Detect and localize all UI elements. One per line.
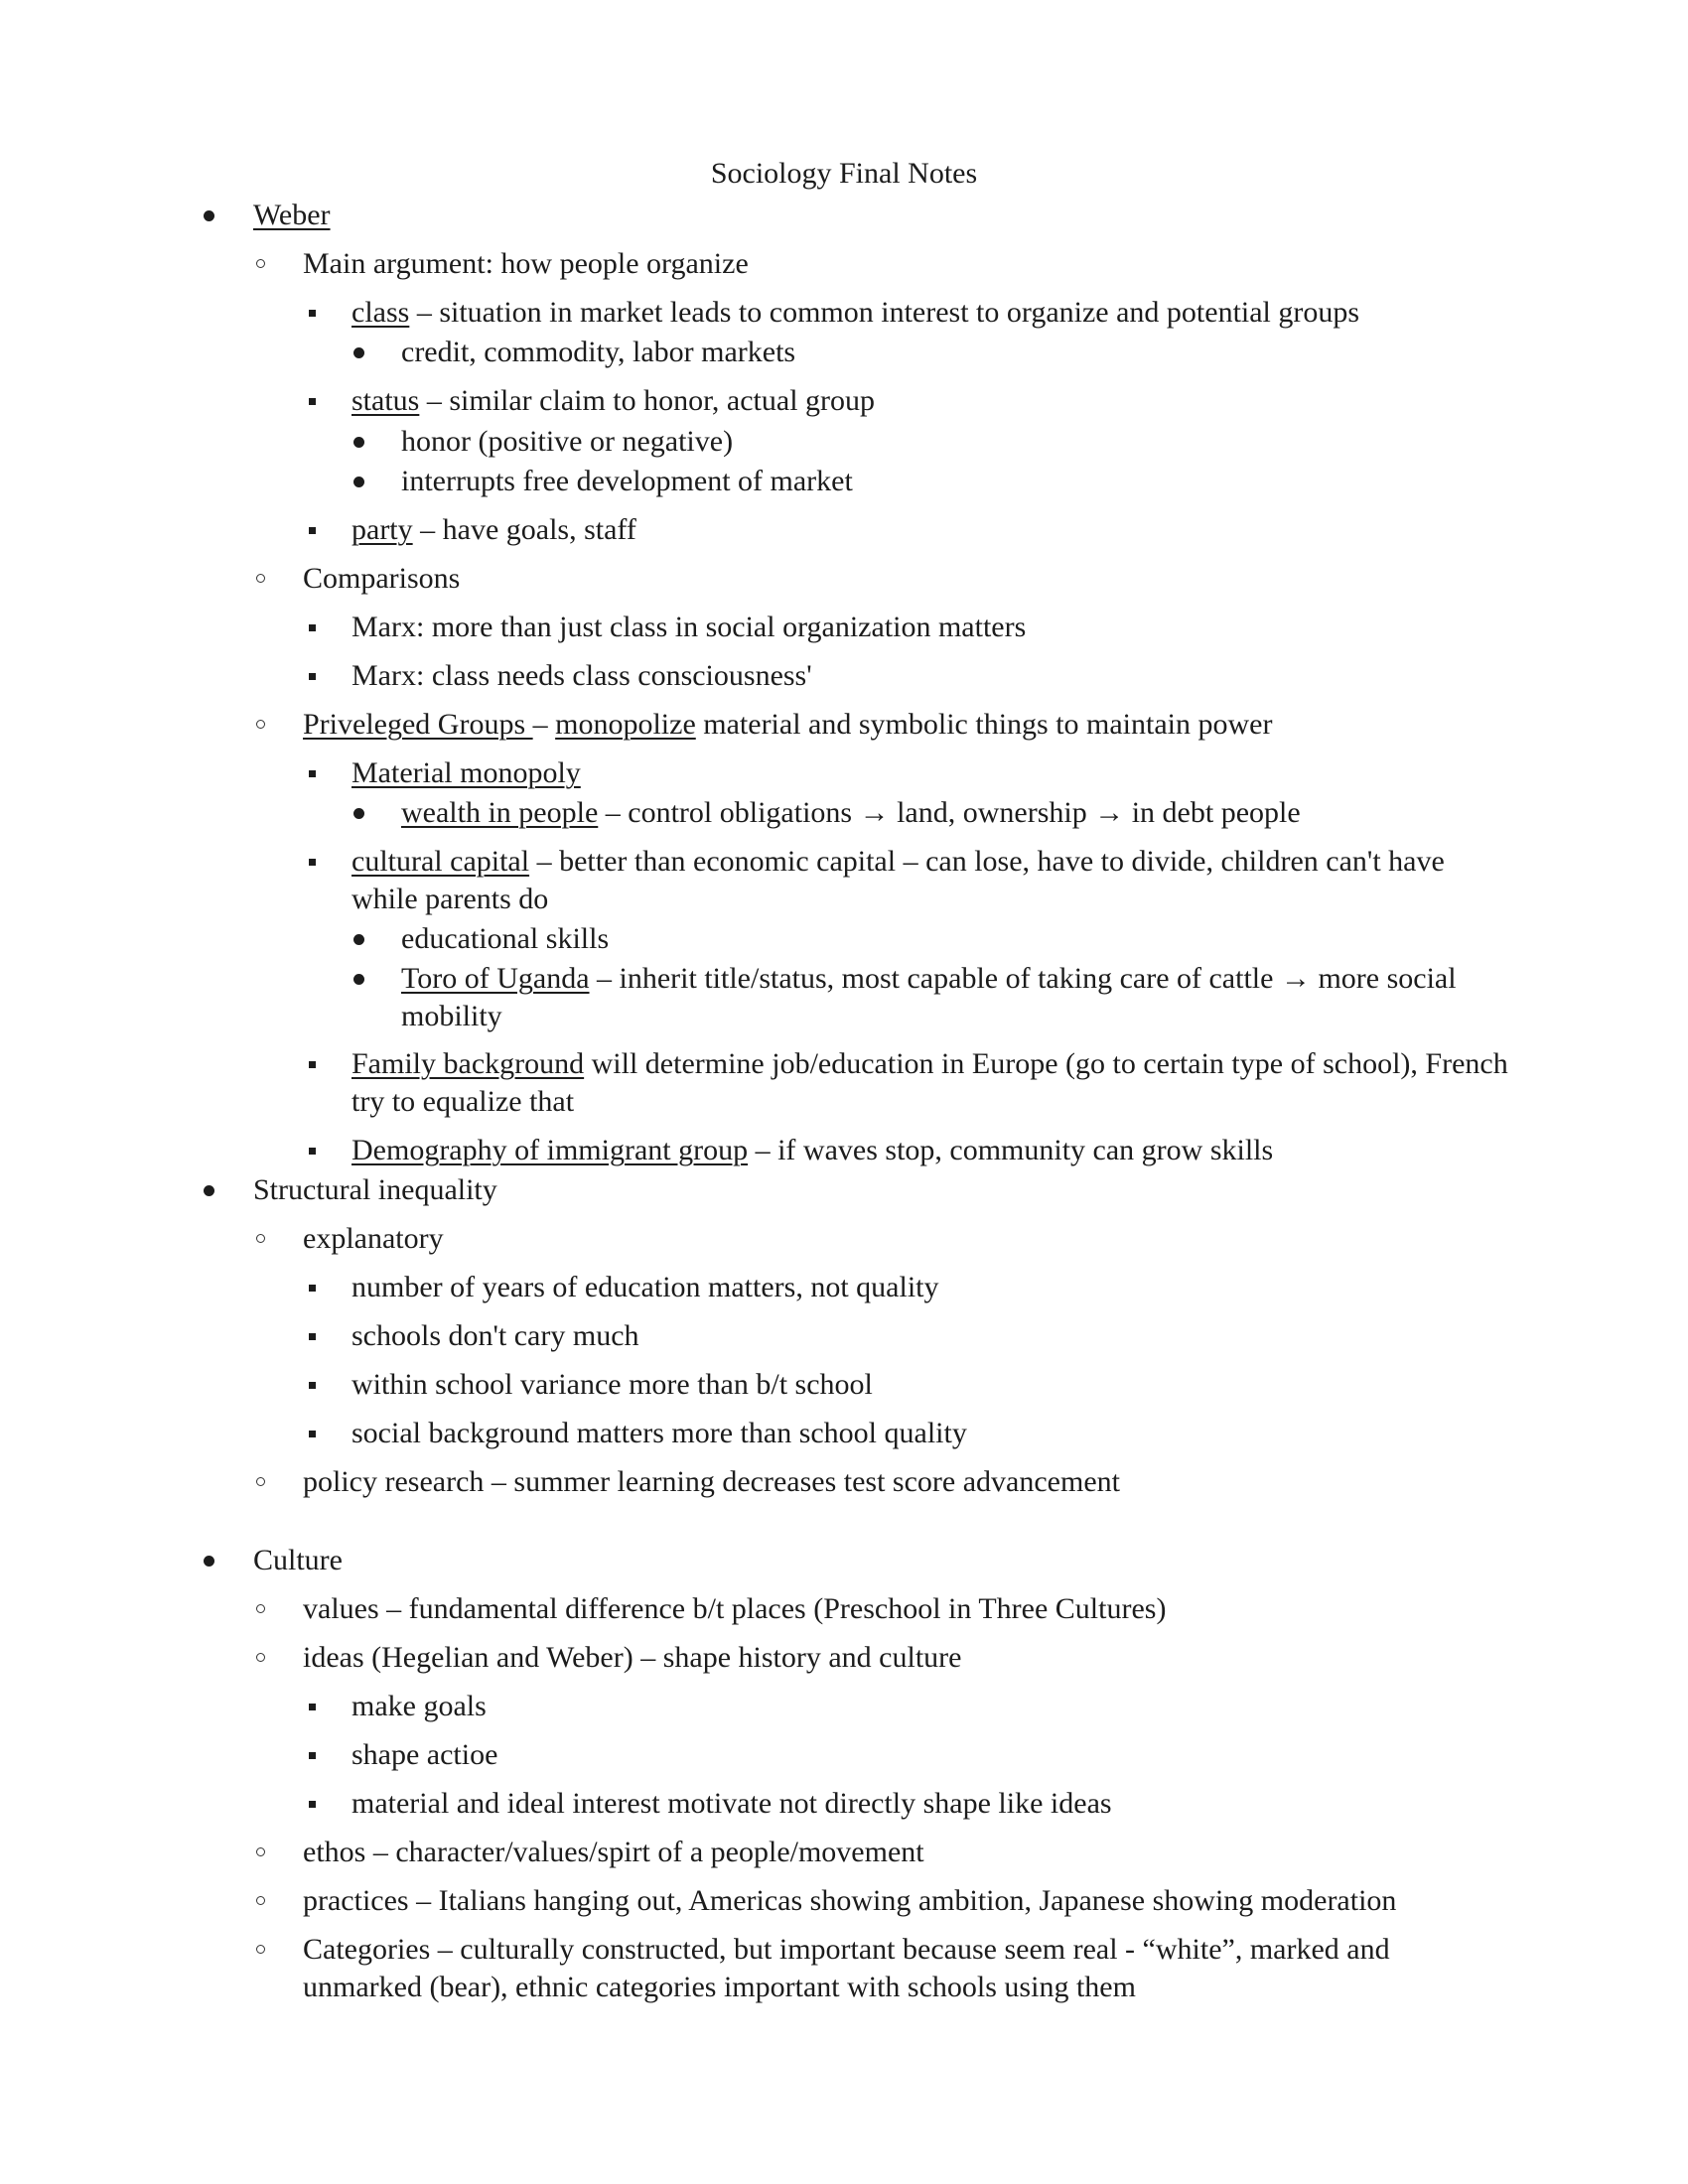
bullet-square-icon (309, 673, 316, 680)
bullet-disc-icon (353, 437, 364, 448)
outline-item-level-3 (352, 1045, 1509, 1121)
outline-item-level-3 (352, 754, 581, 792)
outline-item-level-4 (401, 334, 795, 371)
bullet-disc-icon (204, 210, 214, 221)
outline-item-level-3 (352, 1785, 1112, 1823)
item-text: shape actioe (352, 1738, 498, 1771)
outline-item-level-1 (253, 1171, 497, 1209)
outline-item-level-2 (303, 1463, 1120, 1501)
bullet-circle-icon (256, 720, 265, 729)
item-text: Comparisons (303, 562, 461, 595)
outline-item-level-4 (401, 794, 1301, 832)
item-text: – better than economic capital – can lose, have to divide, children can't have while parents do (352, 845, 1445, 915)
bullet-square-icon (309, 1061, 316, 1068)
item-text: ethos – character/values/spirt of a people/movement (303, 1836, 924, 1868)
bullet-square-icon (309, 1431, 316, 1437)
bullet-circle-icon (256, 1896, 265, 1905)
item-text: Main argument: how people organize (303, 247, 749, 280)
outline-item-level-1 (253, 1542, 343, 1579)
bullet-square-icon (309, 1148, 316, 1155)
outline-item-level-3 (352, 609, 1026, 646)
item-text: – similar claim to honor, actual group (419, 384, 876, 417)
bullet-circle-icon (256, 1847, 265, 1856)
bullet-circle-icon (256, 1477, 265, 1486)
outline-item-level-3 (352, 1688, 487, 1725)
bullet-circle-icon (256, 1653, 265, 1662)
outline-item-level-2 (303, 1931, 1509, 2006)
outline-item-level-2 (303, 1639, 961, 1677)
bullet-circle-icon (256, 1604, 265, 1613)
outline-item-level-3 (352, 1317, 639, 1355)
item-text: Marx: class needs class consciousness' (352, 659, 812, 692)
item-text: policy research – summer learning decreases test score advancement (303, 1465, 1120, 1498)
outline-item-level-2 (303, 245, 749, 283)
underlined-term: party (352, 513, 413, 546)
bullet-square-icon (309, 1752, 316, 1759)
item-text: practices – Italians hanging out, Americas showing ambition, Japanese showing moderation (303, 1884, 1397, 1917)
item-text: – have goals, staff (412, 513, 636, 546)
outline-item-level-4 (401, 960, 1509, 1035)
bullet-square-icon (309, 1801, 316, 1808)
outline-item-level-3 (352, 1269, 939, 1306)
outline-item-level-2 (303, 1882, 1396, 1920)
underlined-term: Weber (253, 199, 331, 231)
outline-item-level-3 (352, 843, 1509, 918)
bullet-circle-icon (256, 1945, 265, 1954)
outline-item-level-2 (303, 1834, 924, 1871)
underlined-term: wealth in people (401, 796, 599, 829)
outline-item-level-2 (303, 1590, 1166, 1628)
item-text: – control obligations → land, ownership → in debt people (598, 796, 1301, 829)
underlined-term: Family background (352, 1047, 585, 1080)
bullet-disc-icon (353, 934, 364, 945)
bullet-square-icon (309, 527, 316, 534)
bullet-square-icon (309, 1333, 316, 1340)
item-text: schools don't cary much (352, 1319, 639, 1352)
bullet-square-icon (309, 1285, 316, 1292)
item-text: Marx: more than just class in social organization matters (352, 611, 1027, 643)
bullet-square-icon (309, 1704, 316, 1710)
bullet-square-icon (309, 770, 316, 777)
item-text: material and symbolic things to maintain power (695, 708, 1273, 741)
underlined-term: monopolize (555, 708, 696, 741)
outline-item-level-2 (303, 560, 460, 598)
underlined-term: cultural capital (352, 845, 530, 878)
item-text: – if waves stop, community can grow skills (748, 1134, 1274, 1166)
bullet-square-icon (309, 859, 316, 866)
bullet-square-icon (309, 624, 316, 631)
outline-item-level-3 (352, 657, 812, 695)
item-text: number of years of education matters, not quality (352, 1271, 939, 1303)
bullet-disc-icon (204, 1556, 214, 1567)
bullet-circle-icon (256, 1234, 265, 1243)
item-text: – (532, 708, 556, 741)
item-text: social background matters more than school quality (352, 1417, 967, 1449)
bullet-disc-icon (353, 808, 364, 819)
bullet-disc-icon (353, 477, 364, 487)
bullet-square-icon (309, 1382, 316, 1389)
item-text: will determine job/education in Europe (go to certain type of school), French try to equalize that (352, 1047, 1508, 1118)
item-text: Culture (253, 1544, 343, 1576)
item-text: material and ideal interest motivate not directly shape like ideas (352, 1787, 1112, 1820)
outline-item-level-1 (253, 197, 331, 234)
underlined-term: Priveleged Groups (303, 708, 533, 741)
underlined-term: status (352, 384, 420, 417)
bullet-disc-icon (204, 1185, 214, 1196)
item-text: credit, commodity, labor markets (401, 336, 796, 368)
item-text: Structural inequality (253, 1173, 497, 1206)
bullet-disc-icon (353, 347, 364, 358)
item-text: honor (positive or negative) (401, 425, 734, 458)
bullet-square-icon (309, 310, 316, 317)
item-text: ideas (Hegelian and Weber) – shape history and culture (303, 1641, 962, 1674)
underlined-term: Demography of immigrant group (352, 1134, 749, 1166)
item-text: Categories – culturally constructed, but important because seem real - “white”, marked and unmarked (bear), ethnic categories important with schools using them (303, 1933, 1390, 2003)
item-text: educational skills (401, 922, 610, 955)
outline-item-level-4 (401, 463, 853, 500)
outline-item-level-3 (352, 382, 875, 420)
item-text: make goals (352, 1690, 487, 1722)
bullet-square-icon (309, 398, 316, 405)
outline-item-level-3 (352, 1736, 497, 1774)
outline-item-level-3 (352, 1366, 873, 1404)
outline-item-level-2 (303, 1220, 444, 1258)
bullet-circle-icon (256, 259, 265, 268)
item-text: interrupts free development of market (401, 465, 853, 497)
item-text: explanatory (303, 1222, 444, 1255)
outline-item-level-3 (352, 1132, 1273, 1169)
outline-item-level-3 (352, 294, 1359, 332)
item-text: values – fundamental difference b/t places (Preschool in Three Cultures) (303, 1592, 1167, 1625)
outline-item-level-2 (303, 706, 1272, 744)
bullet-circle-icon (256, 574, 265, 583)
outline-item-level-4 (401, 423, 733, 461)
item-text: – situation in market leads to common interest to organize and potential groups (409, 296, 1360, 329)
outline-item-level-3 (352, 511, 636, 549)
outline-item-level-3 (352, 1415, 967, 1452)
underlined-term: class (352, 296, 410, 329)
page-title: Sociology Final Notes (710, 157, 978, 190)
outline-item-level-4 (401, 920, 609, 958)
underlined-term: Material monopoly (352, 756, 581, 789)
underlined-term: Toro of Uganda (401, 962, 590, 995)
bullet-disc-icon (353, 974, 364, 985)
item-text: within school variance more than b/t school (352, 1368, 873, 1401)
item-text: – inherit title/status, most capable of taking care of cattle → more social mobility (401, 962, 1457, 1032)
